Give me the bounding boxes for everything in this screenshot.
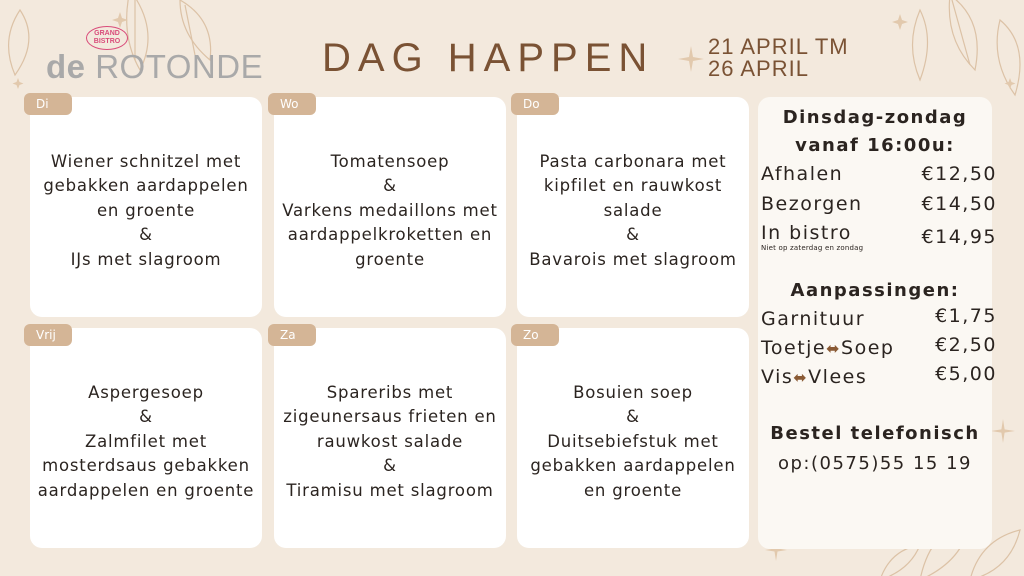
dish-line: Tomatensoep xyxy=(330,151,450,171)
adjustments-heading: Aanpassingen: xyxy=(790,280,960,301)
phone-number: op:(0575)55 15 19 xyxy=(777,453,972,474)
dish-line: & xyxy=(139,407,153,427)
day-card xyxy=(30,97,262,317)
dish-description xyxy=(523,346,743,538)
adjustment-label-text: Soep xyxy=(841,337,895,359)
adjustment-label-text: Vis xyxy=(761,366,794,388)
dish-line: & xyxy=(383,176,397,196)
price-value: €14,50 xyxy=(921,193,997,215)
sparkle-icon xyxy=(676,44,706,74)
dish-line: Varkens medaillons met xyxy=(282,200,498,220)
leaf-decoration-top-right-icon xyxy=(860,0,1024,110)
dish-line: aardappelen en groente xyxy=(37,480,255,500)
logo-badge xyxy=(86,26,128,50)
swap-arrow-icon: ⬌ xyxy=(793,368,809,387)
day-label: Do xyxy=(511,93,559,115)
dish-line: Pasta carbonara met xyxy=(539,151,727,171)
adjustment-value: €1,75 xyxy=(935,305,997,327)
date-range-line2: 26 APRIL xyxy=(708,56,809,81)
logo-badge-top: GRAND xyxy=(94,30,120,37)
logo xyxy=(46,26,264,86)
dish-description xyxy=(523,115,743,307)
dish-line: Bosuien soep xyxy=(573,382,693,402)
logo-brand-name: ROTONDE xyxy=(95,48,264,85)
adjustment-label-text: Toetje xyxy=(761,337,827,359)
price-value: €14,95 xyxy=(921,226,997,248)
day-label: Vrij xyxy=(24,324,72,346)
date-range xyxy=(708,36,849,80)
dish-line: en groente xyxy=(583,480,683,500)
hours-heading-line1: Dinsdag-zondag xyxy=(782,107,968,128)
adjustment-value: €2,50 xyxy=(935,334,997,356)
dish-line: Duitsebiefstuk met xyxy=(547,431,719,451)
date-range-line1: 21 APRIL TM xyxy=(708,34,849,59)
dish-line: & xyxy=(626,225,640,245)
dish-line: Spareribs met xyxy=(326,382,454,402)
logo-badge-bottom: BISTRO xyxy=(93,38,121,45)
price-label: In bistro xyxy=(761,222,852,244)
day-label: Za xyxy=(268,324,316,346)
price-note: Niet op zaterdag en zondag xyxy=(761,244,864,252)
swap-arrow-icon: ⬌ xyxy=(826,339,842,358)
order-heading: Bestel telefonisch xyxy=(770,423,980,444)
price-label: Bezorgen xyxy=(761,193,863,215)
price-panel xyxy=(758,97,997,549)
dish-line: salade xyxy=(603,200,663,220)
dish-line: kipfilet en rauwkost xyxy=(543,176,723,196)
dish-line: mosterdsaus gebakken xyxy=(42,456,250,476)
dish-line: & xyxy=(383,456,397,476)
page-title: DAG HAPPEN xyxy=(322,36,655,80)
sparkle-icon xyxy=(990,418,1016,444)
price-label: Afhalen xyxy=(761,163,844,185)
day-card xyxy=(274,328,506,548)
hours-heading-line2: vanaf 16:00u: xyxy=(795,135,955,156)
dish-line: Wiener schnitzel met xyxy=(50,151,242,171)
dish-description xyxy=(280,346,500,538)
logo-wordmark xyxy=(46,48,263,86)
dish-line: zigeunersaus frieten en xyxy=(283,407,497,427)
dish-line: aardappelkroketten en xyxy=(287,225,493,245)
dish-line: rauwkost salade xyxy=(316,431,464,451)
dish-line: IJs met slagroom xyxy=(70,249,222,269)
day-label: Di xyxy=(24,93,72,115)
dish-line: Tiramisu met slagroom xyxy=(286,480,494,500)
dish-line: en groente xyxy=(96,200,196,220)
logo-prefix: de xyxy=(46,48,86,85)
adjustment-label xyxy=(761,337,894,359)
adjustment-label-text: Garnituur xyxy=(761,308,866,330)
adjustment-label xyxy=(761,308,865,330)
day-card xyxy=(30,328,262,548)
dish-description xyxy=(36,346,256,538)
dish-description xyxy=(280,115,500,307)
adjustment-value: €5,00 xyxy=(935,363,997,385)
dish-line: groente xyxy=(355,249,425,269)
day-label: Zo xyxy=(511,324,559,346)
day-card xyxy=(517,328,749,548)
day-card xyxy=(517,97,749,317)
price-value: €12,50 xyxy=(921,163,997,185)
dish-line: & xyxy=(626,407,640,427)
day-label: Wo xyxy=(268,93,316,115)
dish-line: gebakken aardappelen xyxy=(43,176,249,196)
adjustment-label xyxy=(761,366,867,388)
day-card xyxy=(274,97,506,317)
dish-line: Zalmfilet met xyxy=(84,431,207,451)
dish-line: Bavarois met slagroom xyxy=(529,249,737,269)
dish-line: & xyxy=(139,225,153,245)
dish-description xyxy=(36,115,256,307)
adjustment-label-text: Vlees xyxy=(808,366,868,388)
dish-line: Aspergesoep xyxy=(88,382,204,402)
dish-line: gebakken aardappelen xyxy=(530,456,736,476)
